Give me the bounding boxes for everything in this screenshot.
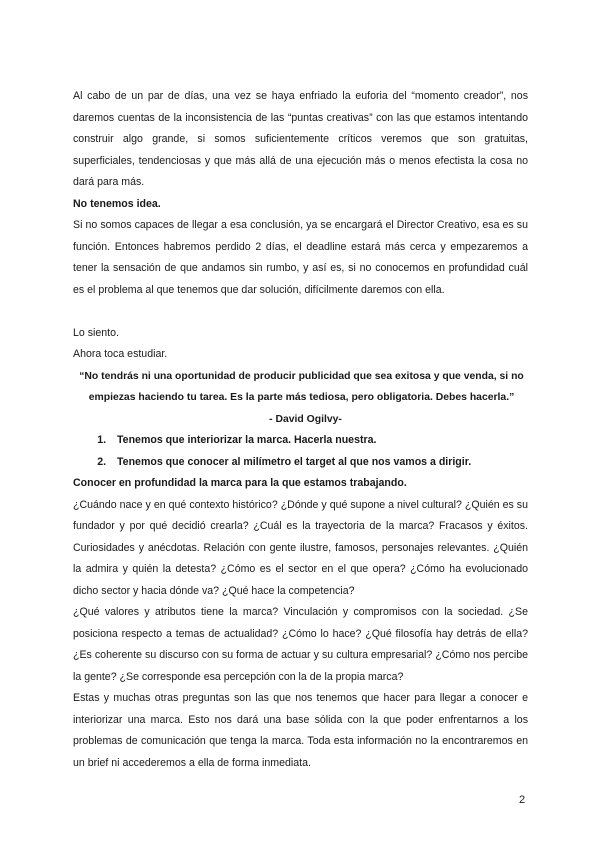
paragraph-conclusion: Estas y muchas otras preguntas son las que nos tenemos que hacer para llegar a conocer e interiorizar una marca. Esto nos dará una base sólida con la que poder enfrentarnos a los problemas de comunicación que tenga la marca. Toda esta información no la encontraremos en un brief ni accederemos a ella de forma inmediata. (73, 692, 528, 769)
numbered-list (73, 430, 528, 473)
paragraph-creative-director: Si no somos capaces de llegar a esa conclusión, ya se encargará el Director Creativo, esa es su función. Entonces habremos perdido 2 días, el deadline estará más cerca y empezaremos a tener la sensación de que andamos sin rumbo, y así es, si no conocemos en profundidad cuál es el problema al que tenemos que dar solución, difícilmente daremos con ella. (73, 219, 528, 296)
paragraph-brand-history: ¿Cuándo nace y en qué contexto histórico? ¿Dónde y qué supone a nivel cultural? ¿Quién es su fundador y por qué decidió crearla? ¿Cuál es la trayectoria de la marca? Fracasos y éxitos. Curiosidades y anécdotas. Relación con gente ilustre, famosos, personajes relevantes. ¿Quién la admira y quién la detesta? ¿Cómo es el sector en el que opera? ¿Cómo ha evolucionado dicho sector y hacia dónde va? ¿Qué hace la competencia? (73, 498, 528, 597)
paragraph-creative-moment: Al cabo de un par de días, una vez se haya enfriado la euforia del “momento creador”, nos daremos cuentas de la inconsistencia de las “puntas creativas” con las que estamos intentando construir algo grande, si somos suficientemente críticos veremos que son gratuitas, superficiales, tendenciosas y que más allá de una ejecución más o menos efectista la cosa no dará para más. (73, 90, 528, 188)
page-number: 2 (519, 794, 526, 806)
line-study: Ahora toca estudiar. (73, 348, 168, 360)
line-sorry: Lo siento. (73, 326, 119, 339)
heading-know-brand: Conocer en profundidad la marca para la que estamos trabajando. (73, 477, 407, 489)
heading-no-idea: No tenemos idea. (73, 197, 161, 210)
list-item: 1. Tenemos que interiorizar la marca. Hacerla nuestra. (109, 430, 528, 452)
paragraph-brand-values: ¿Qué valores y atributos tiene la marca? Vinculación y compromisos con la sociedad. ¿Se posiciona respecto a temas de actualidad? ¿Cómo lo hace? ¿Qué filosofía hay detrás de ella? ¿Es coherente su discurso con su forma de actuar y su cultura empresarial? ¿Cómo nos percibe la gente? ¿Se corresponde esa percepción con la de la propia marca? (73, 606, 528, 683)
quote-line-1: “No tendrás ni una oportunidad de producir publicidad que sea exitosa y que venda, si no (79, 370, 524, 382)
spacer (73, 301, 528, 323)
document-page (73, 86, 528, 774)
quote-author: - David Ogilvy- (269, 413, 342, 425)
quote-line-2: empiezas haciendo tu tarea. Es la parte más tediosa, pero obligatoria. Debes hacerla.” (88, 392, 515, 403)
list-item: 2. Tenemos que conocer al milímetro el target al que nos vamos a dirigir. (109, 452, 528, 474)
